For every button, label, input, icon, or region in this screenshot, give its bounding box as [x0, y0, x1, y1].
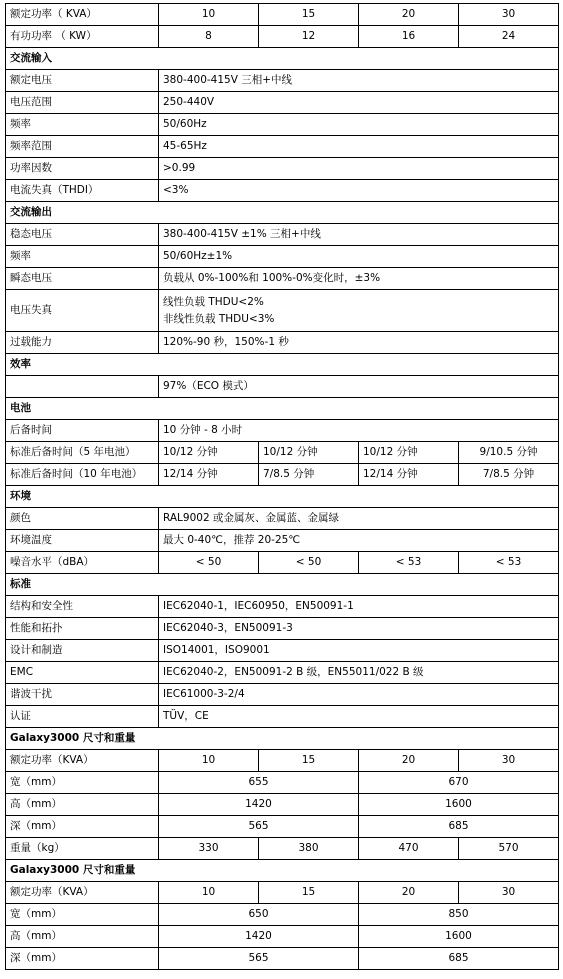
table-row	[6, 882, 559, 904]
row-label: 有功功率 （ KW）	[6, 26, 159, 48]
row-label: 频率	[6, 246, 159, 268]
table-row	[6, 662, 559, 684]
value-cell: 570	[459, 838, 559, 860]
value-cell: 10	[159, 4, 259, 26]
value-cell: 15	[259, 750, 359, 772]
value-cell: 9/10.5 分钟	[459, 442, 559, 464]
value-cell: 12	[259, 26, 359, 48]
section-title: Galaxy3000 尺寸和重量	[6, 860, 559, 882]
row-label: 瞬态电压	[6, 268, 159, 290]
value-cell: 565	[159, 948, 359, 970]
row-label: 结构和安全性	[6, 596, 159, 618]
value-cell: RAL9002 或金属灰、金属蓝、金属绿	[159, 508, 559, 530]
row-label: 认证	[6, 706, 159, 728]
value-cell: 30	[459, 750, 559, 772]
value-cell: 10/12 分钟	[159, 442, 259, 464]
row-label: 噪音水平（dBA）	[6, 552, 159, 574]
value-cell: 380	[259, 838, 359, 860]
table-row	[6, 464, 559, 486]
row-label: 稳态电压	[6, 224, 159, 246]
table-row	[6, 684, 559, 706]
value-cell: 1420	[159, 926, 359, 948]
table-row	[6, 926, 559, 948]
table-row	[6, 750, 559, 772]
value-cell: 最大 0-40℃，推荐 20-25℃	[159, 530, 559, 552]
value-cell: 330	[159, 838, 259, 860]
row-label: 额定功率（ KVA）	[6, 4, 159, 26]
section-header-dimensions	[6, 728, 559, 750]
section-header-battery	[6, 398, 559, 420]
linear-load-line: 线性负载 THDU<2%	[163, 296, 264, 308]
table-row	[6, 92, 559, 114]
value-cell: 50/60Hz	[159, 114, 559, 136]
value-cell: 670	[359, 772, 559, 794]
value-cell: 850	[359, 904, 559, 926]
row-label: 频率	[6, 114, 159, 136]
value-cell: 10/12 分钟	[259, 442, 359, 464]
section-title: 标准	[6, 574, 559, 596]
value-cell: 15	[259, 882, 359, 904]
value-cell: < 50	[159, 552, 259, 574]
section-title: 电池	[6, 398, 559, 420]
value-cell: 10 分钟 - 8 小时	[159, 420, 559, 442]
row-label: 谐波干扰	[6, 684, 159, 706]
value-cell: 12/14 分钟	[359, 464, 459, 486]
row-label: 重量（kg）	[6, 838, 159, 860]
table-row	[6, 376, 559, 398]
value-cell: 24	[459, 26, 559, 48]
row-label: 额定电压	[6, 70, 159, 92]
value-cell: 15	[259, 4, 359, 26]
row-label: 性能和拓扑	[6, 618, 159, 640]
row-label: 后备时间	[6, 420, 159, 442]
table-row	[6, 268, 559, 290]
row-label: 标准后备时间（10 年电池）	[6, 464, 159, 486]
row-label: 标准后备时间（5 年电池）	[6, 442, 159, 464]
table-row	[6, 838, 559, 860]
row-label: 额定功率（KVA）	[6, 750, 159, 772]
table-row	[6, 640, 559, 662]
row-label: 过载能力	[6, 332, 159, 354]
value-cell: 负载从 0%-100%和 100%-0%变化时，±3%	[159, 268, 559, 290]
table-row	[6, 420, 559, 442]
value-cell: 10/12 分钟	[359, 442, 459, 464]
section-header-ac-output	[6, 202, 559, 224]
table-row	[6, 332, 559, 354]
table-row	[6, 508, 559, 530]
value-cell: 7/8.5 分钟	[259, 464, 359, 486]
table-row	[6, 136, 559, 158]
row-label: 功率因数	[6, 158, 159, 180]
row-label: 频率范围	[6, 136, 159, 158]
row-label: 宽（mm）	[6, 904, 159, 926]
table-row	[6, 70, 559, 92]
value-cell: 655	[159, 772, 359, 794]
active-power-row	[6, 26, 559, 48]
table-row	[6, 290, 559, 332]
value-cell: 380-400-415V ±1% 三相+中线	[159, 224, 559, 246]
value-cell: 30	[459, 882, 559, 904]
table-row	[6, 114, 559, 136]
value-cell: 685	[359, 948, 559, 970]
section-title: 环境	[6, 486, 559, 508]
row-label: 宽（mm）	[6, 772, 159, 794]
value-cell: 10	[159, 882, 259, 904]
table-row	[6, 224, 559, 246]
row-label: 高（mm）	[6, 926, 159, 948]
row-label: 设计和制造	[6, 640, 159, 662]
value-cell: 8	[159, 26, 259, 48]
value-cell: 20	[359, 4, 459, 26]
value-cell: 20	[359, 750, 459, 772]
value-cell: 7/8.5 分钟	[459, 464, 559, 486]
ups-spec-table	[5, 3, 559, 970]
value-cell: 250-440V	[159, 92, 559, 114]
value-cell: < 50	[259, 552, 359, 574]
section-header-environment	[6, 486, 559, 508]
table-row	[6, 180, 559, 202]
row-label: 电流失真（THDI）	[6, 180, 159, 202]
table-row	[6, 530, 559, 552]
value-cell: 10	[159, 750, 259, 772]
value-cell: 97%（ECO 模式）	[159, 376, 559, 398]
value-cell: 565	[159, 816, 359, 838]
nonlinear-load-line: 非线性负载 THDU<3%	[163, 312, 275, 325]
value-cell: >0.99	[159, 158, 559, 180]
value-cell: 50/60Hz±1%	[159, 246, 559, 268]
value-cell: IEC62040-2，EN50091-2 B 级，EN55011/022 B 级	[159, 662, 559, 684]
row-label: 高（mm）	[6, 794, 159, 816]
value-cell: 685	[359, 816, 559, 838]
value-cell: 380-400-415V 三相+中线	[159, 70, 559, 92]
section-title: Galaxy3000 尺寸和重量	[6, 728, 559, 750]
value-cell: 16	[359, 26, 459, 48]
table-row	[6, 596, 559, 618]
rated-power-row	[6, 4, 559, 26]
row-label: 额定功率（KVA）	[6, 882, 159, 904]
section-header-ac-input	[6, 48, 559, 70]
value-cell: < 53	[459, 552, 559, 574]
row-label: 深（mm）	[6, 816, 159, 838]
value-cell: 1420	[159, 794, 359, 816]
value-cell: 45-65Hz	[159, 136, 559, 158]
table-row	[6, 618, 559, 640]
value-cell: ISO14001，ISO9001	[159, 640, 559, 662]
table-row	[6, 794, 559, 816]
table-row	[6, 772, 559, 794]
value-cell: 30	[459, 4, 559, 26]
value-cell: IEC61000-3-2/4	[159, 684, 559, 706]
section-title: 交流输入	[6, 48, 559, 70]
value-cell: < 53	[359, 552, 459, 574]
table-row	[6, 442, 559, 464]
table-row	[6, 948, 559, 970]
row-label: 颜色	[6, 508, 159, 530]
row-label: 电压范围	[6, 92, 159, 114]
row-label: 深（mm）	[6, 948, 159, 970]
section-title: 效率	[6, 354, 559, 376]
table-row	[6, 904, 559, 926]
value-cell: 20	[359, 882, 459, 904]
value-cell: IEC62040-3，EN50091-3	[159, 618, 559, 640]
value-cell: 470	[359, 838, 459, 860]
table-row	[6, 246, 559, 268]
section-header-efficiency	[6, 354, 559, 376]
section-title: 交流输出	[6, 202, 559, 224]
section-header-dimensions	[6, 860, 559, 882]
value-cell: TÜV，CE	[159, 706, 559, 728]
table-row	[6, 706, 559, 728]
value-cell: 12/14 分钟	[159, 464, 259, 486]
row-label: 环境温度	[6, 530, 159, 552]
section-header-standards	[6, 574, 559, 596]
row-label	[6, 376, 159, 398]
value-cell: 650	[159, 904, 359, 926]
value-cell: <3%	[159, 180, 559, 202]
table-row	[6, 158, 559, 180]
table-row	[6, 816, 559, 838]
value-cell: 1600	[359, 926, 559, 948]
value-cell: 120%-90 秒，150%-1 秒	[159, 332, 559, 354]
value-cell: 1600	[359, 794, 559, 816]
value-cell	[159, 290, 559, 332]
row-label: EMC	[6, 662, 159, 684]
table-row	[6, 552, 559, 574]
row-label: 电压失真	[6, 290, 159, 332]
value-cell: IEC62040-1，IEC60950，EN50091-1	[159, 596, 559, 618]
